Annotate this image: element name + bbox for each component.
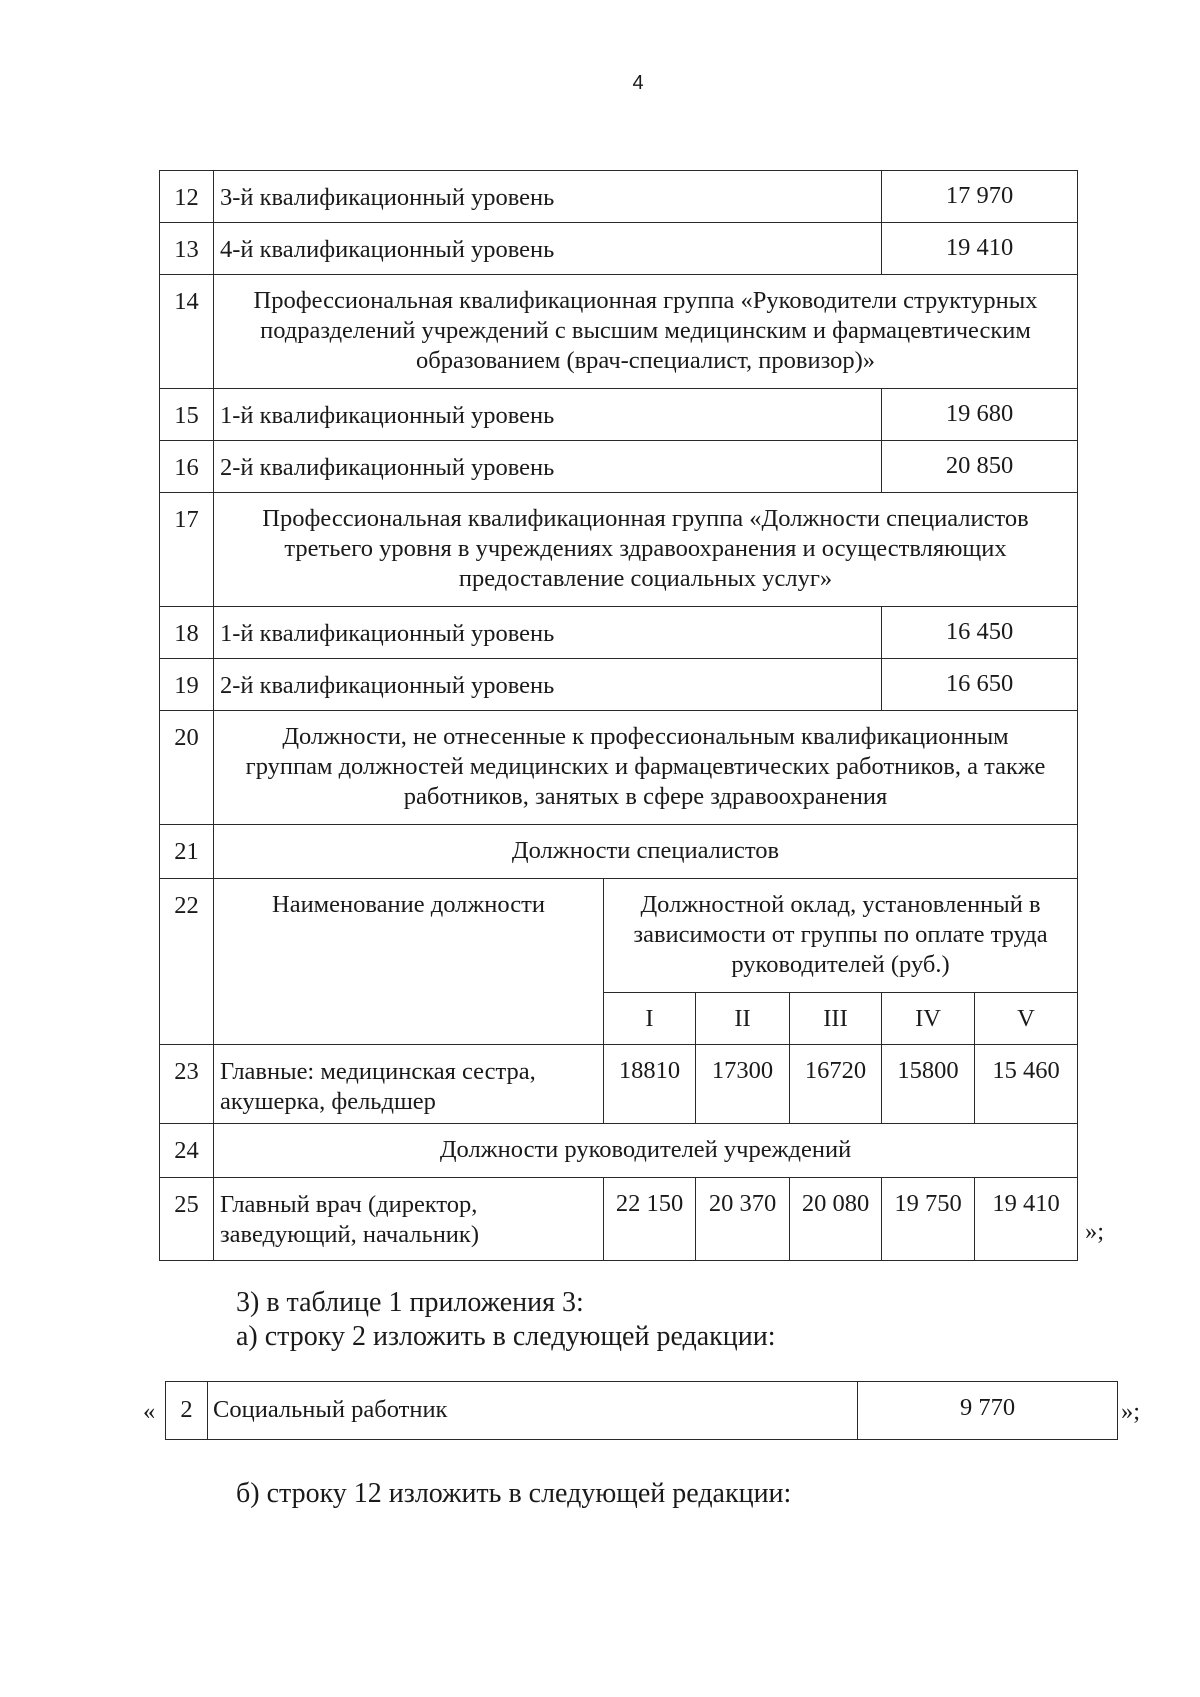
salary-value: 19 750 (882, 1178, 975, 1261)
group-heading: Профессиональная квалификационная группа «Должности специалистов третьего уровня в учреждениях здравоохранения и осуществляющих предоставление социальных услуг» (214, 493, 1078, 607)
salary-value: 15800 (882, 1045, 975, 1124)
table-row (166, 1382, 1118, 1440)
position-label: Социальный работник (208, 1382, 858, 1440)
closing-quote: »; (1085, 1218, 1105, 1245)
group-heading: Профессиональная квалификационная группа «Руководители структурных подразделений учреждений с высшим медицинским и фармацевтическим образованием (врач-специалист, провизор)» (214, 275, 1078, 389)
salary-table (159, 170, 1078, 1261)
paragraph-text: а) строку 2 изложить в следующей редакции: (236, 1321, 776, 1352)
group-heading: Должности, не отнесенные к профессиональным квалификационным группам должностей медицинских и фармацевтических работников, а также работников, занятых в сфере здравоохранения (214, 711, 1078, 825)
level-label: 4-й квалификационный уровень (214, 223, 882, 275)
table-row (160, 1178, 1078, 1261)
salary-value: 15 460 (975, 1045, 1078, 1124)
position-label: Главные: медицинская сестра, акушерка, фельдшер (214, 1045, 604, 1124)
table-row (160, 389, 1078, 441)
salary-value: 9 770 (858, 1382, 1118, 1440)
row-number: 17 (160, 493, 214, 607)
salary-value: 19 680 (882, 389, 1078, 441)
pay-group-header: III (790, 993, 882, 1045)
salary-value: 20 370 (696, 1178, 790, 1261)
group-row (160, 493, 1078, 607)
salary-value: 22 150 (604, 1178, 696, 1261)
group-heading: Должности руководителей учреждений (214, 1124, 1078, 1178)
salary-value: 17 970 (882, 171, 1078, 223)
row-number: 12 (160, 171, 214, 223)
position-label: Главный врач (директор, заведующий, начальник) (214, 1178, 604, 1261)
row-number: 22 (160, 879, 214, 1045)
table-row (160, 1045, 1078, 1124)
group-heading: Должности специалистов (214, 825, 1078, 879)
row-number: 15 (160, 389, 214, 441)
salary-column-header: Должностной оклад, установленный в зависимости от группы по оплате труда руководителей (руб.) (604, 879, 1078, 993)
level-label: 1-й квалификационный уровень (214, 607, 882, 659)
pay-group-header: II (696, 993, 790, 1045)
row-number: 18 (160, 607, 214, 659)
table-row (160, 607, 1078, 659)
group-row (160, 1124, 1078, 1178)
row-number: 21 (160, 825, 214, 879)
paragraph-text: б) строку 12 изложить в следующей редакции: (236, 1478, 792, 1509)
position-column-header: Наименование должности (214, 879, 604, 1045)
table-row (160, 659, 1078, 711)
row-number: 19 (160, 659, 214, 711)
level-label: 3-й квалификационный уровень (214, 171, 882, 223)
row-number: 25 (160, 1178, 214, 1261)
paragraph-text: 3) в таблице 1 приложения 3: (236, 1287, 584, 1318)
table-row (160, 441, 1078, 493)
pay-group-header: V (975, 993, 1078, 1045)
table-row (160, 223, 1078, 275)
row-number: 13 (160, 223, 214, 275)
table-row (160, 171, 1078, 223)
salary-value: 19 410 (882, 223, 1078, 275)
replacement-row-table (165, 1381, 1118, 1440)
closing-quote: »; (1121, 1398, 1141, 1425)
row-number: 23 (160, 1045, 214, 1124)
row-number: 14 (160, 275, 214, 389)
group-row (160, 711, 1078, 825)
pay-group-header: IV (882, 993, 975, 1045)
group-row (160, 825, 1078, 879)
salary-value: 19 410 (975, 1178, 1078, 1261)
page-number: 4 (632, 72, 644, 94)
salary-value: 17300 (696, 1045, 790, 1124)
row-number: 16 (160, 441, 214, 493)
salary-value: 16720 (790, 1045, 882, 1124)
salary-value: 16 450 (882, 607, 1078, 659)
level-label: 2-й квалификационный уровень (214, 659, 882, 711)
row-number: 24 (160, 1124, 214, 1178)
level-label: 1-й квалификационный уровень (214, 389, 882, 441)
pay-group-header: I (604, 993, 696, 1045)
salary-value: 20 080 (790, 1178, 882, 1261)
level-label: 2-й квалификационный уровень (214, 441, 882, 493)
row-number: 2 (166, 1382, 208, 1440)
salary-value: 16 650 (882, 659, 1078, 711)
salary-value: 20 850 (882, 441, 1078, 493)
row-number: 20 (160, 711, 214, 825)
opening-quote: « (143, 1398, 156, 1425)
group-row (160, 275, 1078, 389)
header-row (160, 879, 1078, 993)
salary-value: 18810 (604, 1045, 696, 1124)
